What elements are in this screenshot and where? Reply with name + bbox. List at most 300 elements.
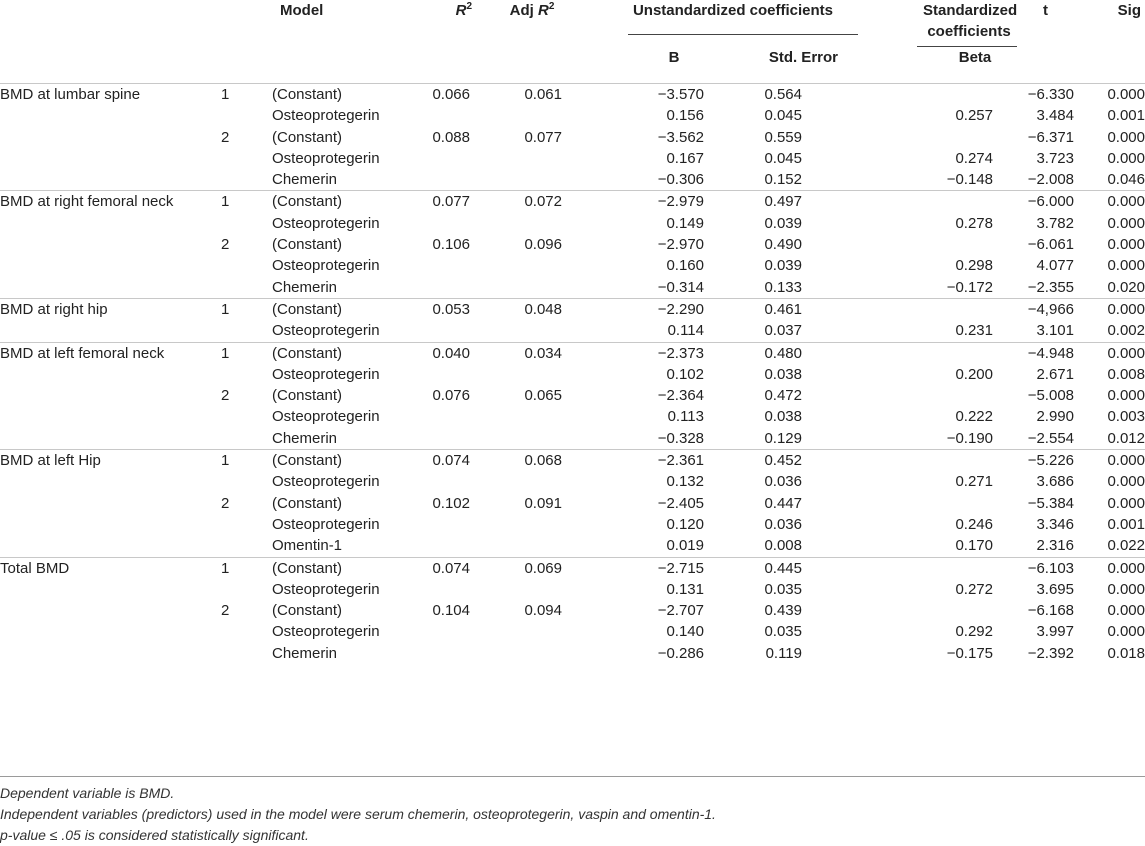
r2-value: [392, 643, 482, 664]
t-value: 3.346: [1036, 515, 1074, 533]
header-b: B: [602, 47, 712, 84]
beta-value: 0.231: [923, 320, 993, 342]
predictor: (Constant): [272, 494, 343, 512]
predictor: (Constant): [272, 128, 343, 146]
beta-value: [923, 298, 993, 320]
std-error-value: 0.039: [764, 257, 802, 275]
beta-value: 0.222: [955, 408, 993, 426]
table-row: [0, 234, 1145, 255]
table-row: [0, 105, 1145, 126]
t-value: 3.484: [1036, 107, 1074, 125]
beta-value: −0.175: [946, 644, 993, 662]
beta-value: 0.170: [923, 535, 993, 557]
predictor: Osteoprotegerin: [272, 473, 380, 491]
t-value: −6.061: [1027, 236, 1074, 254]
dependent-variable: [0, 255, 220, 276]
r2-value: 0.088: [432, 128, 470, 146]
t-value: −6.103: [1027, 559, 1074, 577]
b-value: −2.970: [657, 236, 704, 254]
table-row: [0, 428, 1145, 450]
std-error-value: 0.119: [765, 644, 802, 662]
predictor: (Constant): [272, 86, 343, 103]
sig-value: 0.000: [1107, 344, 1145, 362]
beta-value: [923, 557, 993, 579]
table-row: [0, 385, 1145, 406]
std-error-value: 0.559: [764, 128, 802, 146]
table-row: [0, 643, 1145, 664]
r2-value: [392, 364, 482, 385]
sig-value: 0.000: [1107, 128, 1145, 146]
t-value: 3.101: [1015, 320, 1076, 342]
r2-value: [392, 105, 482, 126]
dependent-variable: BMD at right femoral neck: [0, 193, 174, 211]
beta-value: [923, 385, 993, 406]
table-notes: [0, 783, 716, 846]
t-value: −2.355: [1015, 277, 1076, 299]
sig-value: 0.000: [1107, 236, 1145, 254]
beta-value: [923, 191, 993, 213]
sig-value: 0.000: [1107, 300, 1145, 318]
std-error-value: 0.037: [712, 320, 848, 342]
b-value: −2.364: [657, 387, 704, 405]
b-value: 0.113: [667, 408, 704, 426]
predictor: (Constant): [272, 452, 343, 470]
adj-r2-value: 0.091: [524, 494, 562, 512]
r2-value: [392, 621, 482, 642]
adj-r2-value: 0.094: [524, 602, 562, 620]
predictor: Osteoprotegerin: [272, 515, 380, 533]
b-value: 0.131: [666, 580, 704, 598]
r2-value: [392, 213, 482, 234]
t-value: −2.008: [1015, 169, 1076, 191]
table-row: [0, 191, 1145, 213]
adj-r2-value: [482, 471, 568, 492]
dependent-variable: [0, 169, 220, 191]
t-value: −5.384: [1027, 494, 1074, 512]
sig-value: 0.000: [1107, 257, 1145, 275]
dependent-variable: [0, 105, 220, 126]
r2-value: 0.040: [432, 344, 470, 362]
sig-value: 0.022: [1076, 535, 1145, 557]
model-number: [220, 643, 272, 664]
note-significance: p-value ≤ .05 is considered statistically significant.: [0, 827, 309, 843]
sig-value: 0.000: [1107, 193, 1145, 211]
b-value: −2.361: [657, 452, 704, 470]
predictor: (Constant): [272, 193, 343, 211]
b-value: −3.562: [657, 128, 704, 146]
header-t: t: [1043, 2, 1048, 19]
t-value: −4.948: [1027, 344, 1074, 362]
std-error-value: 0.472: [764, 387, 802, 405]
r2-value: [392, 428, 482, 450]
sig-value: 0.000: [1107, 602, 1145, 620]
model-number: 1: [221, 193, 230, 211]
table-row: [0, 535, 1145, 557]
std-error-value: 0.490: [764, 236, 802, 254]
header-unstandardized: Unstandardized coefficients: [602, 0, 848, 47]
beta-value: 0.271: [955, 473, 993, 491]
t-value: 3.695: [1036, 580, 1074, 598]
t-value: 3.782: [1036, 214, 1074, 232]
dependent-variable: [0, 127, 220, 148]
sig-value: 0.000: [1107, 559, 1145, 577]
b-value: −0.314: [602, 277, 712, 299]
header-r2: $R^2$: [455, 1, 472, 19]
model-number: [220, 428, 272, 450]
t-value: 3.997: [1036, 623, 1074, 641]
std-error-value: 0.039: [764, 214, 802, 232]
adj-r2-value: [482, 428, 568, 450]
t-value: −2.554: [1015, 428, 1076, 450]
adj-r2-value: [482, 535, 568, 557]
t-value: −6.371: [1027, 128, 1074, 146]
table-row: [0, 557, 1145, 579]
table-row: [0, 213, 1145, 234]
adj-r2-value: 0.065: [524, 387, 562, 405]
dependent-variable: [0, 320, 220, 342]
dependent-variable: [0, 621, 220, 642]
adj-r2-value: 0.061: [524, 86, 562, 103]
model-number: 2: [221, 128, 230, 146]
dependent-variable: [0, 213, 220, 234]
b-value: 0.114: [602, 320, 712, 342]
b-value: −2.715: [657, 559, 704, 577]
t-value: 2.671: [1036, 365, 1074, 383]
table-row: [0, 514, 1145, 535]
std-error-value: 0.129: [712, 428, 848, 450]
b-value: −0.286: [657, 644, 704, 662]
table-row: [0, 277, 1145, 299]
predictor: (Constant): [272, 300, 343, 318]
sig-value: 0.001: [1107, 515, 1145, 533]
beta-value: 0.292: [955, 623, 993, 641]
std-error-value: 0.439: [764, 602, 802, 620]
std-error-value: 0.036: [764, 473, 802, 491]
predictor: (Constant): [272, 387, 343, 405]
predictor: Osteoprotegerin: [272, 214, 380, 232]
adj-r2-value: 0.096: [524, 236, 562, 254]
predictor: Osteoprotegerin: [272, 257, 380, 275]
t-value: −2.392: [1027, 644, 1074, 662]
adj-r2-value: 0.048: [524, 300, 562, 318]
r2-value: 0.066: [432, 86, 470, 103]
table-row: [0, 169, 1145, 191]
model-number: [220, 255, 272, 276]
sig-value: 0.012: [1076, 428, 1145, 450]
sig-value: 0.000: [1107, 623, 1145, 641]
std-error-value: 0.152: [712, 169, 848, 191]
beta-value: [923, 84, 993, 106]
t-value: −6.000: [1027, 193, 1074, 211]
std-error-value: 0.045: [764, 149, 802, 167]
r2-value: 0.053: [432, 300, 470, 318]
predictor: Chemerin: [272, 277, 392, 299]
beta-value: [923, 127, 993, 148]
r2-value: [392, 255, 482, 276]
table-row: [0, 579, 1145, 600]
b-value: 0.160: [666, 257, 704, 275]
model-number: 2: [221, 236, 230, 254]
model-number: [220, 406, 272, 427]
adj-r2-value: 0.069: [524, 559, 562, 577]
sig-value: 0.000: [1107, 580, 1145, 598]
model-number: 1: [221, 86, 230, 103]
t-value: −4,966: [1027, 300, 1074, 318]
model-number: 1: [221, 559, 230, 577]
predictor: Chemerin: [272, 428, 392, 450]
b-value: 0.140: [666, 623, 704, 641]
adj-r2-value: [482, 169, 568, 191]
b-value: −2.979: [657, 193, 704, 211]
t-value: −5.008: [1027, 387, 1074, 405]
b-value: −2.405: [657, 494, 704, 512]
table-row: [0, 255, 1145, 276]
beta-value: −0.172: [923, 277, 993, 299]
r2-value: [392, 579, 482, 600]
adj-r2-value: [482, 364, 568, 385]
dependent-variable: BMD at lumbar spine: [0, 86, 141, 103]
r2-value: [392, 406, 482, 427]
sig-value: 0.000: [1107, 149, 1145, 167]
std-error-value: 0.038: [764, 408, 802, 426]
beta-value: −0.148: [923, 169, 993, 191]
model-number: [220, 169, 272, 191]
model-number: 2: [221, 602, 230, 620]
adj-r2-value: 0.034: [524, 344, 562, 362]
dependent-variable: [0, 643, 220, 664]
table-row: [0, 127, 1145, 148]
model-number: [220, 535, 272, 557]
header-standardized: Standardized coefficients: [923, 0, 1015, 47]
beta-value: −0.190: [923, 428, 993, 450]
sig-value: 0.008: [1107, 365, 1145, 383]
table-row: [0, 84, 1145, 106]
sig-value: 0.002: [1076, 320, 1145, 342]
adj-r2-value: [482, 579, 568, 600]
r2-value: 0.076: [432, 387, 470, 405]
dependent-variable: [0, 148, 220, 169]
adj-r2-value: [482, 213, 568, 234]
r2-value: 0.102: [432, 494, 470, 512]
adj-r2-value: [482, 277, 568, 299]
predictor: Chemerin: [272, 169, 392, 191]
dependent-variable: [0, 234, 220, 255]
adj-r2-value: [482, 621, 568, 642]
model-number: [220, 148, 272, 169]
std-error-value: 0.036: [764, 515, 802, 533]
r2-value: [392, 471, 482, 492]
r2-value: [392, 535, 482, 557]
sig-value: 0.000: [1107, 494, 1145, 512]
r2-value: 0.074: [432, 559, 470, 577]
dependent-variable: BMD at right hip: [0, 300, 108, 318]
table-row: [0, 600, 1145, 621]
predictor: Chemerin: [272, 644, 338, 662]
model-number: 2: [221, 494, 230, 512]
predictor: Osteoprotegerin: [272, 623, 380, 641]
t-value: −6.330: [1027, 86, 1074, 103]
table-bottom-rule: [0, 776, 1145, 777]
sig-value: 0.000: [1107, 452, 1145, 470]
beta-value: 0.274: [955, 149, 993, 167]
adj-r2-value: [482, 255, 568, 276]
adj-r2-value: [482, 643, 568, 664]
table-header: [0, 0, 1145, 84]
model-number: [220, 514, 272, 535]
std-error-value: 0.035: [764, 623, 802, 641]
header-adj-r2: Adj $R^2$: [509, 1, 555, 19]
dependent-variable: [0, 493, 220, 514]
dependent-variable: BMD at left Hip: [0, 452, 101, 470]
model-number: 1: [221, 452, 230, 470]
predictor: Osteoprotegerin: [272, 365, 380, 383]
t-value: 3.686: [1036, 473, 1074, 491]
model-number: [220, 105, 272, 126]
adj-r2-value: [482, 105, 568, 126]
header-beta: Beta: [923, 47, 993, 84]
adj-r2-value: [482, 514, 568, 535]
table-row: [0, 471, 1145, 492]
table-row: [0, 364, 1145, 385]
header-std-error: Std. Error: [712, 47, 848, 84]
adj-r2-value: [482, 406, 568, 427]
model-number: 2: [221, 387, 230, 405]
adj-r2-value: 0.077: [524, 128, 562, 146]
b-value: 0.167: [666, 149, 704, 167]
sig-value: 0.003: [1107, 408, 1145, 426]
std-error-value: 0.461: [764, 300, 802, 318]
model-number: [220, 320, 272, 342]
beta-value: [923, 493, 993, 514]
sig-value: 0.000: [1107, 387, 1145, 405]
predictor: (Constant): [272, 236, 343, 254]
std-error-value: 0.447: [764, 494, 802, 512]
table-row: [0, 320, 1145, 342]
table-row: [0, 148, 1145, 169]
std-error-value: 0.035: [764, 580, 802, 598]
r2-value: [392, 277, 482, 299]
predictor: Osteoprotegerin: [272, 149, 380, 167]
beta-value: 0.246: [955, 515, 993, 533]
t-value: 4.077: [1036, 257, 1074, 275]
table-row: [0, 406, 1145, 427]
b-value: 0.156: [666, 107, 704, 125]
beta-value: 0.200: [955, 365, 993, 383]
sig-value: 0.001: [1107, 107, 1145, 125]
sig-value: 0.020: [1076, 277, 1145, 299]
std-error-value: 0.008: [712, 535, 848, 557]
predictor: Omentin-1: [272, 535, 392, 557]
beta-value: [923, 450, 993, 472]
adj-r2-value: [482, 148, 568, 169]
std-error-value: 0.452: [764, 452, 802, 470]
b-value: −0.328: [602, 428, 712, 450]
b-value: −2.707: [657, 602, 704, 620]
dependent-variable: Total BMD: [0, 559, 70, 577]
b-value: 0.019: [602, 535, 712, 557]
table-row: [0, 493, 1145, 514]
beta-value: 0.257: [955, 107, 993, 125]
b-value: 0.132: [666, 473, 704, 491]
std-error-value: 0.133: [712, 277, 848, 299]
predictor: (Constant): [272, 559, 343, 577]
b-value: 0.149: [666, 214, 704, 232]
r2-value: 0.104: [432, 602, 470, 620]
adj-r2-value: [482, 320, 568, 342]
table-row: [0, 342, 1145, 364]
dependent-variable: [0, 600, 220, 621]
r2-value: 0.074: [432, 452, 470, 470]
header-sig: Sig: [1117, 2, 1141, 19]
table-row: [0, 450, 1145, 472]
r2-value: 0.106: [432, 236, 470, 254]
beta-value: [923, 600, 993, 621]
header-model: Model: [280, 2, 324, 19]
b-value: −0.306: [602, 169, 712, 191]
std-error-value: 0.045: [764, 107, 802, 125]
std-error-value: 0.480: [764, 344, 802, 362]
dependent-variable: [0, 277, 220, 299]
std-error-value: 0.038: [764, 365, 802, 383]
dependent-variable: [0, 514, 220, 535]
dependent-variable: [0, 535, 220, 557]
note-dependent: Dependent variable is BMD.: [0, 785, 175, 801]
model-number: [220, 579, 272, 600]
adj-r2-value: 0.072: [524, 193, 562, 211]
r2-value: [392, 514, 482, 535]
beta-value: 0.278: [955, 214, 993, 232]
r2-value: 0.077: [432, 193, 470, 211]
beta-value: 0.272: [955, 580, 993, 598]
sig-value: 0.000: [1107, 473, 1145, 491]
dependent-variable: [0, 406, 220, 427]
b-value: −2.373: [657, 344, 704, 362]
std-error-value: 0.497: [764, 193, 802, 211]
adj-r2-value: 0.068: [524, 452, 562, 470]
t-value: −5.226: [1027, 452, 1074, 470]
sig-value: 0.000: [1107, 86, 1145, 103]
model-number: [220, 277, 272, 299]
t-value: 2.316: [1015, 535, 1076, 557]
b-value: −2.290: [657, 300, 704, 318]
table-body: [0, 84, 1145, 665]
note-independent: Independent variables (predictors) used in the model were serum chemerin, osteoprotegerin, vaspin and omentin-1.: [0, 806, 716, 822]
model-number: [220, 621, 272, 642]
dependent-variable: BMD at left femoral neck: [0, 344, 165, 362]
model-number: [220, 364, 272, 385]
predictor: Osteoprotegerin: [272, 320, 392, 342]
sig-value: 0.018: [1107, 644, 1145, 662]
predictor: Osteoprotegerin: [272, 408, 380, 426]
std-error-value: 0.564: [764, 86, 802, 103]
dependent-variable: [0, 428, 220, 450]
r2-value: [392, 148, 482, 169]
b-value: −3.570: [657, 86, 704, 103]
r2-value: [392, 169, 482, 191]
model-number: 1: [221, 344, 230, 362]
beta-value: [923, 342, 993, 364]
sig-value: 0.000: [1107, 214, 1145, 232]
dependent-variable: [0, 385, 220, 406]
model-number: [220, 213, 272, 234]
table-row: [0, 298, 1145, 320]
dependent-variable: [0, 364, 220, 385]
model-number: [220, 471, 272, 492]
dependent-variable: [0, 579, 220, 600]
predictor: (Constant): [272, 344, 343, 362]
beta-value: [923, 234, 993, 255]
predictor: (Constant): [272, 602, 343, 620]
